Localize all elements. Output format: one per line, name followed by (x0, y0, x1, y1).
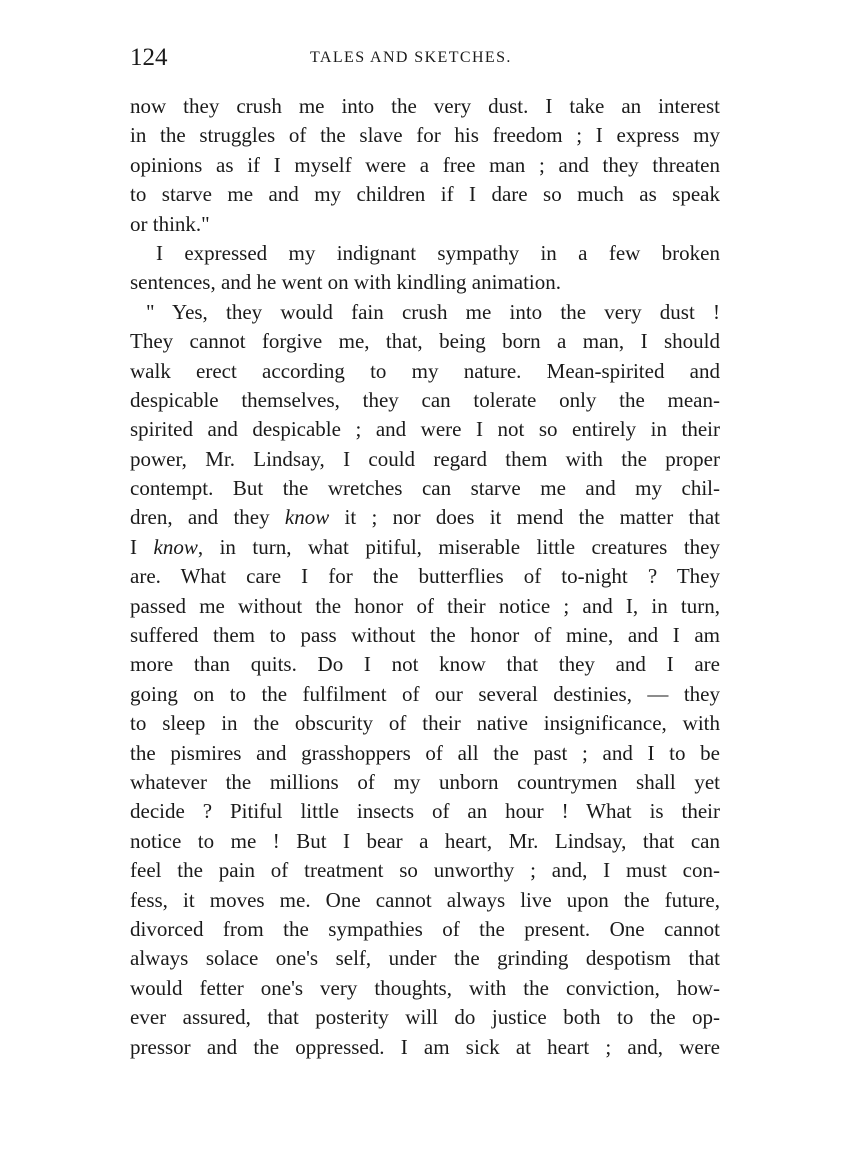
text-line: suffered them to pass without the honor of mine, and I am (130, 623, 720, 648)
page-number: 124 (130, 44, 168, 71)
text-line: contempt. But the wretches can starve me and my chil- (130, 476, 720, 501)
text-line: are. What care I for the butterflies of to-night ? They (130, 564, 720, 589)
text-line: ever assured, that posterity will do justice both to the op- (130, 1005, 720, 1030)
text-line: in the struggles of the slave for his freedom ; I express my (130, 123, 720, 148)
text-line: would fetter one's very thoughts, with the conviction, how- (130, 975, 720, 1000)
running-head (130, 40, 720, 76)
text-line: walk erect according to my nature. Mean-spirited and (130, 358, 720, 383)
text-line: notice to me ! But I bear a heart, Mr. Lindsay, that can (130, 828, 720, 853)
text-line: or think." (130, 211, 210, 236)
text-line: pressor and the oppressed. I am sick at heart ; and, were (130, 1034, 720, 1059)
text-line: whatever the millions of my unborn countrymen shall yet (130, 769, 720, 794)
text-line: " Yes, they would fain crush me into the very dust ! (146, 299, 720, 324)
text-line: always solace one's self, under the grinding despotism that (130, 946, 720, 971)
text-line: spirited and despicable ; and were I not so entirely in their (130, 417, 720, 442)
text-line: I know, in turn, what pitiful, miserable little creatures they (130, 534, 720, 559)
text-line: fess, it moves me. One cannot always live upon the future, (130, 887, 720, 912)
text-line: feel the pain of treatment so unworthy ; and, I must con- (130, 858, 720, 883)
text-line: more than quits. Do I not know that they and I are (130, 652, 720, 677)
text-line: They cannot forgive me, that, being born a man, I should (130, 329, 720, 354)
text-line: opinions as if I myself were a free man ; and they threaten (130, 152, 720, 177)
text-line: dren, and they know it ; nor does it mend the matter that (130, 505, 720, 530)
text-line: power, Mr. Lindsay, I could regard them with the proper (130, 446, 720, 471)
text-line: sentences, and he went on with kindling animation. (130, 270, 561, 295)
body-text (130, 92, 720, 1062)
text-line: despicable themselves, they can tolerate only the mean- (130, 387, 720, 412)
text-line: to sleep in the obscurity of their native insignificance, with (130, 711, 720, 736)
running-title: TALES AND SKETCHES. (310, 49, 512, 66)
text-line: going on to the fulfilment of our several destinies, — they (130, 681, 720, 706)
text-line: divorced from the sympathies of the present. One cannot (130, 916, 720, 941)
text-line: the pismires and grasshoppers of all the past ; and I to be (130, 740, 720, 765)
text-line: passed me without the honor of their notice ; and I, in turn, (130, 593, 720, 618)
text-line: decide ? Pitiful little insects of an hour ! What is their (130, 799, 720, 824)
text-line: now they crush me into the very dust. I take an interest (130, 94, 720, 118)
text-line: I expressed my indignant sympathy in a few broken (156, 240, 720, 265)
text-line: to starve me and my children if I dare so much as speak (130, 182, 720, 207)
